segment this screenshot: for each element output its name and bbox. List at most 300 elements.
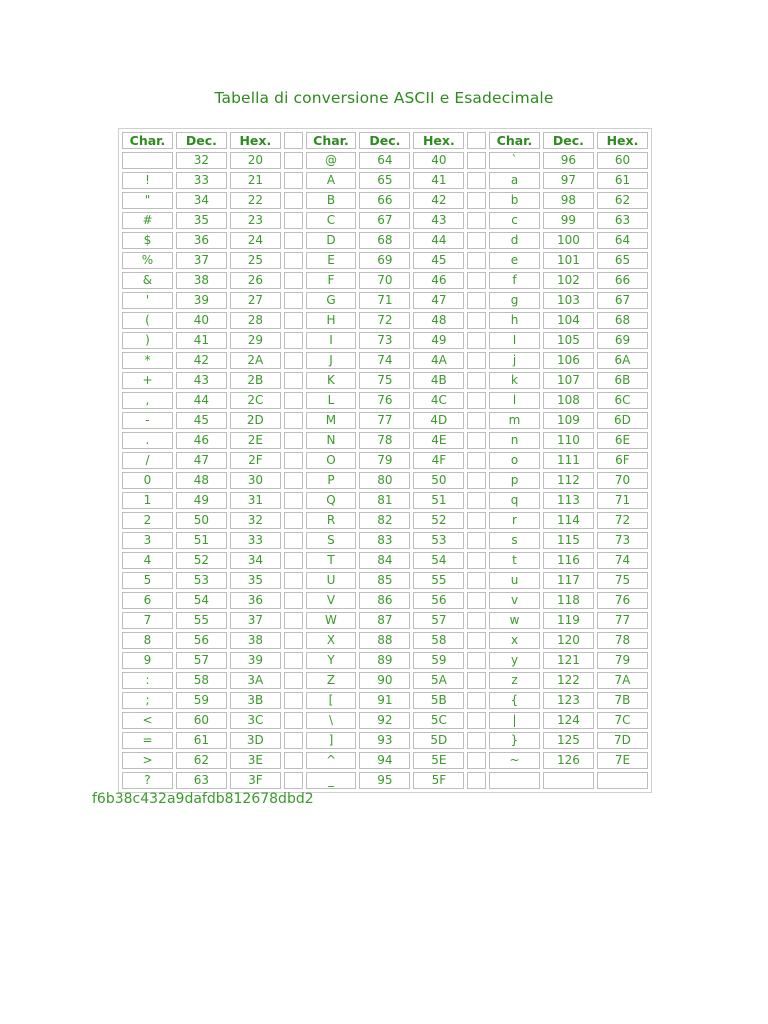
cell-hex: 7B	[597, 692, 648, 709]
cell-dec: 46	[176, 432, 227, 449]
cell-hex: 7D	[597, 732, 648, 749]
table-row	[122, 452, 648, 469]
cell-char: X	[306, 632, 357, 649]
cell-char: )	[122, 332, 173, 349]
cell-hex: 6E	[597, 432, 648, 449]
cell-dec: 92	[359, 712, 410, 729]
cell-char: C	[306, 212, 357, 229]
cell-char: o	[489, 452, 540, 469]
cell-hex: 48	[413, 312, 464, 329]
cell-hex: 57	[413, 612, 464, 629]
cell-hex: 67	[597, 292, 648, 309]
cell-dec: 98	[543, 192, 594, 209]
cell-dec: 32	[176, 152, 227, 169]
cell-dec: 123	[543, 692, 594, 709]
cell-hex: 41	[413, 172, 464, 189]
table-row	[122, 652, 648, 669]
cell-hex: 64	[597, 232, 648, 249]
cell-dec: 34	[176, 192, 227, 209]
cell-dec: 59	[176, 692, 227, 709]
cell-hex: 25	[230, 252, 281, 269]
cell-char: ]	[306, 732, 357, 749]
cell-dec: 36	[176, 232, 227, 249]
cell-hex: 4A	[413, 352, 464, 369]
document-id-code: f6b38c432a9dafdb812678dbd2	[92, 791, 314, 807]
spacer-cell	[467, 232, 486, 249]
spacer-cell	[467, 672, 486, 689]
table-row	[122, 692, 648, 709]
cell-hex: 77	[597, 612, 648, 629]
cell-char: 7	[122, 612, 173, 629]
cell-char: $	[122, 232, 173, 249]
page-title: Tabella di conversione ASCII e Esadecimale	[214, 89, 554, 107]
cell-hex: 22	[230, 192, 281, 209]
spacer-cell	[467, 292, 486, 309]
cell-hex: 26	[230, 272, 281, 289]
table-row	[122, 592, 648, 609]
table-row	[122, 472, 648, 489]
cell-char: n	[489, 432, 540, 449]
cell-hex: 6F	[597, 452, 648, 469]
cell-dec: 78	[359, 432, 410, 449]
spacer-cell	[284, 732, 303, 749]
cell-hex: 74	[597, 552, 648, 569]
spacer-cell	[284, 192, 303, 209]
cell-char: |	[489, 712, 540, 729]
cell-hex: 61	[597, 172, 648, 189]
cell-dec: 97	[543, 172, 594, 189]
cell-char: W	[306, 612, 357, 629]
cell-char: &	[122, 272, 173, 289]
cell-hex: 3C	[230, 712, 281, 729]
cell-char: Q	[306, 492, 357, 509]
spacer-cell	[467, 372, 486, 389]
cell-hex: 4B	[413, 372, 464, 389]
cell-dec: 56	[176, 632, 227, 649]
spacer-cell	[284, 612, 303, 629]
cell-char: 8	[122, 632, 173, 649]
cell-dec: 93	[359, 732, 410, 749]
spacer-cell	[284, 452, 303, 469]
cell-dec: 88	[359, 632, 410, 649]
column-header-dec: Dec.	[359, 132, 410, 149]
cell-char: .	[122, 432, 173, 449]
cell-char: 5	[122, 572, 173, 589]
cell-hex: 2F	[230, 452, 281, 469]
cell-dec: 72	[359, 312, 410, 329]
spacer-cell	[467, 752, 486, 769]
cell-hex: 7C	[597, 712, 648, 729]
cell-dec: 84	[359, 552, 410, 569]
column-header-char: Char.	[489, 132, 540, 149]
cell-dec: 94	[359, 752, 410, 769]
cell-dec: 67	[359, 212, 410, 229]
cell-hex: 40	[413, 152, 464, 169]
cell-dec: 71	[359, 292, 410, 309]
spacer-cell	[284, 512, 303, 529]
cell-char: 9	[122, 652, 173, 669]
cell-hex: 34	[230, 552, 281, 569]
cell-hex: 3A	[230, 672, 281, 689]
cell-char: }	[489, 732, 540, 749]
table-row	[122, 552, 648, 569]
cell-dec: 89	[359, 652, 410, 669]
cell-char: l	[489, 392, 540, 409]
cell-char: S	[306, 532, 357, 549]
cell-hex: 65	[597, 252, 648, 269]
cell-dec: 41	[176, 332, 227, 349]
cell-hex: 35	[230, 572, 281, 589]
cell-char: J	[306, 352, 357, 369]
cell-dec: 45	[176, 412, 227, 429]
table-row	[122, 172, 648, 189]
cell-char: (	[122, 312, 173, 329]
cell-dec: 60	[176, 712, 227, 729]
cell-char: c	[489, 212, 540, 229]
cell-hex: 73	[597, 532, 648, 549]
cell-dec: 64	[359, 152, 410, 169]
cell-hex: 21	[230, 172, 281, 189]
cell-char: 6	[122, 592, 173, 609]
cell-dec: 86	[359, 592, 410, 609]
cell-hex: 6A	[597, 352, 648, 369]
cell-hex: 39	[230, 652, 281, 669]
cell-hex: 50	[413, 472, 464, 489]
cell-char: /	[122, 452, 173, 469]
cell-hex: 49	[413, 332, 464, 349]
cell-hex: 2B	[230, 372, 281, 389]
spacer-cell	[284, 552, 303, 569]
table-row	[122, 272, 648, 289]
cell-char	[122, 152, 173, 169]
column-header-char: Char.	[122, 132, 173, 149]
cell-hex: 5C	[413, 712, 464, 729]
cell-hex: 5B	[413, 692, 464, 709]
cell-hex: 70	[597, 472, 648, 489]
table-row	[122, 612, 648, 629]
cell-dec: 52	[176, 552, 227, 569]
cell-hex: 5E	[413, 752, 464, 769]
cell-dec: 47	[176, 452, 227, 469]
cell-hex: 59	[413, 652, 464, 669]
cell-char: F	[306, 272, 357, 289]
table-row	[122, 572, 648, 589]
cell-hex: 23	[230, 212, 281, 229]
cell-dec: 95	[359, 772, 410, 789]
cell-hex: 4D	[413, 412, 464, 429]
spacer-cell	[284, 592, 303, 609]
cell-dec: 100	[543, 232, 594, 249]
spacer-cell	[467, 492, 486, 509]
cell-dec: 110	[543, 432, 594, 449]
cell-char: :	[122, 672, 173, 689]
cell-char: h	[489, 312, 540, 329]
cell-dec: 117	[543, 572, 594, 589]
cell-char: <	[122, 712, 173, 729]
cell-char: 3	[122, 532, 173, 549]
cell-dec: 51	[176, 532, 227, 549]
table-row	[122, 252, 648, 269]
cell-hex: 6B	[597, 372, 648, 389]
cell-hex: 58	[413, 632, 464, 649]
cell-char: H	[306, 312, 357, 329]
spacer-cell	[284, 632, 303, 649]
cell-char: *	[122, 352, 173, 369]
cell-hex: 46	[413, 272, 464, 289]
table-row	[122, 192, 648, 209]
cell-dec: 121	[543, 652, 594, 669]
spacer-cell	[467, 392, 486, 409]
table-row	[122, 632, 648, 649]
cell-char: L	[306, 392, 357, 409]
cell-hex: 2C	[230, 392, 281, 409]
cell-char: e	[489, 252, 540, 269]
cell-dec: 81	[359, 492, 410, 509]
column-header-hex: Hex.	[597, 132, 648, 149]
cell-char: w	[489, 612, 540, 629]
cell-char: x	[489, 632, 540, 649]
cell-char: A	[306, 172, 357, 189]
spacer-cell	[467, 152, 486, 169]
spacer-cell	[467, 532, 486, 549]
cell-char: Z	[306, 672, 357, 689]
cell-dec: 35	[176, 212, 227, 229]
cell-hex: 32	[230, 512, 281, 529]
cell-char: M	[306, 412, 357, 429]
cell-hex: 28	[230, 312, 281, 329]
cell-char: g	[489, 292, 540, 309]
cell-dec: 43	[176, 372, 227, 389]
cell-char: y	[489, 652, 540, 669]
spacer-cell	[284, 172, 303, 189]
cell-char: b	[489, 192, 540, 209]
table-row	[122, 312, 648, 329]
cell-dec: 69	[359, 252, 410, 269]
cell-dec: 70	[359, 272, 410, 289]
cell-hex: 72	[597, 512, 648, 529]
cell-dec: 126	[543, 752, 594, 769]
table-row	[122, 672, 648, 689]
table-row	[122, 772, 648, 789]
cell-hex: 7A	[597, 672, 648, 689]
cell-hex: 37	[230, 612, 281, 629]
cell-char: I	[489, 332, 540, 349]
cell-char: 4	[122, 552, 173, 569]
spacer-cell	[467, 692, 486, 709]
cell-dec: 122	[543, 672, 594, 689]
spacer-cell	[284, 312, 303, 329]
table-row	[122, 412, 648, 429]
cell-char: f	[489, 272, 540, 289]
cell-dec: 55	[176, 612, 227, 629]
cell-dec: 40	[176, 312, 227, 329]
cell-hex: 55	[413, 572, 464, 589]
cell-hex: 3F	[230, 772, 281, 789]
cell-hex: 6D	[597, 412, 648, 429]
cell-char: d	[489, 232, 540, 249]
cell-char: m	[489, 412, 540, 429]
cell-hex: 68	[597, 312, 648, 329]
cell-hex: 62	[597, 192, 648, 209]
spacer-cell	[284, 292, 303, 309]
table-row	[122, 352, 648, 369]
cell-dec: 114	[543, 512, 594, 529]
cell-hex: 45	[413, 252, 464, 269]
cell-dec	[543, 772, 594, 789]
spacer-cell	[467, 572, 486, 589]
cell-dec: 62	[176, 752, 227, 769]
table-row	[122, 392, 648, 409]
cell-char: V	[306, 592, 357, 609]
cell-char: j	[489, 352, 540, 369]
spacer-cell	[467, 652, 486, 669]
cell-char: _	[306, 772, 357, 789]
column-header-hex: Hex.	[413, 132, 464, 149]
cell-hex: 44	[413, 232, 464, 249]
column-header-dec: Dec.	[176, 132, 227, 149]
cell-hex: 5F	[413, 772, 464, 789]
spacer-cell	[467, 712, 486, 729]
cell-char: s	[489, 532, 540, 549]
cell-char: '	[122, 292, 173, 309]
ascii-hex-table	[118, 128, 652, 793]
table-row	[122, 532, 648, 549]
cell-hex: 79	[597, 652, 648, 669]
cell-hex: 54	[413, 552, 464, 569]
spacer-cell	[467, 412, 486, 429]
spacer-cell	[284, 252, 303, 269]
cell-dec: 44	[176, 392, 227, 409]
cell-char: ^	[306, 752, 357, 769]
column-header-char: Char.	[306, 132, 357, 149]
spacer-cell	[284, 432, 303, 449]
spacer-cell	[284, 532, 303, 549]
cell-char: +	[122, 372, 173, 389]
cell-dec: 83	[359, 532, 410, 549]
table-row	[122, 152, 648, 169]
cell-dec: 96	[543, 152, 594, 169]
cell-hex: 4E	[413, 432, 464, 449]
cell-dec: 77	[359, 412, 410, 429]
cell-char: !	[122, 172, 173, 189]
cell-dec: 105	[543, 332, 594, 349]
table-row	[122, 332, 648, 349]
spacer-cell	[284, 352, 303, 369]
cell-dec: 65	[359, 172, 410, 189]
cell-char: z	[489, 672, 540, 689]
cell-hex: 31	[230, 492, 281, 509]
cell-hex: 2E	[230, 432, 281, 449]
spacer-cell	[284, 772, 303, 789]
cell-hex: 69	[597, 332, 648, 349]
cell-dec: 82	[359, 512, 410, 529]
cell-dec: 76	[359, 392, 410, 409]
cell-char: 2	[122, 512, 173, 529]
cell-char: K	[306, 372, 357, 389]
cell-dec: 119	[543, 612, 594, 629]
spacer-cell	[284, 212, 303, 229]
cell-hex: 42	[413, 192, 464, 209]
spacer-cell	[467, 552, 486, 569]
cell-dec: 120	[543, 632, 594, 649]
cell-hex: 3B	[230, 692, 281, 709]
cell-hex: 63	[597, 212, 648, 229]
cell-char: R	[306, 512, 357, 529]
cell-hex: 56	[413, 592, 464, 609]
spacer-cell	[284, 372, 303, 389]
spacer-cell	[467, 512, 486, 529]
cell-dec: 87	[359, 612, 410, 629]
cell-dec: 101	[543, 252, 594, 269]
cell-char: ,	[122, 392, 173, 409]
cell-hex: 76	[597, 592, 648, 609]
cell-dec: 61	[176, 732, 227, 749]
cell-hex: 3E	[230, 752, 281, 769]
cell-char: ~	[489, 752, 540, 769]
spacer-cell	[284, 752, 303, 769]
spacer-cell	[284, 392, 303, 409]
table-row	[122, 512, 648, 529]
cell-char: U	[306, 572, 357, 589]
cell-dec: 33	[176, 172, 227, 189]
table-row	[122, 732, 648, 749]
table-row	[122, 292, 648, 309]
cell-hex: 78	[597, 632, 648, 649]
spacer-cell	[284, 332, 303, 349]
cell-hex	[597, 772, 648, 789]
cell-dec: 74	[359, 352, 410, 369]
cell-dec: 42	[176, 352, 227, 369]
table-row	[122, 492, 648, 509]
cell-char: ?	[122, 772, 173, 789]
cell-char: k	[489, 372, 540, 389]
table-body	[122, 152, 648, 789]
cell-char: 1	[122, 492, 173, 509]
spacer-cell	[467, 192, 486, 209]
cell-dec: 57	[176, 652, 227, 669]
cell-dec: 58	[176, 672, 227, 689]
cell-hex: 38	[230, 632, 281, 649]
cell-dec: 48	[176, 472, 227, 489]
cell-dec: 107	[543, 372, 594, 389]
cell-char	[489, 772, 540, 789]
cell-char: N	[306, 432, 357, 449]
cell-hex: 4F	[413, 452, 464, 469]
cell-char: %	[122, 252, 173, 269]
cell-dec: 75	[359, 372, 410, 389]
cell-dec: 79	[359, 452, 410, 469]
table-row	[122, 432, 648, 449]
cell-char: ;	[122, 692, 173, 709]
cell-hex: 5D	[413, 732, 464, 749]
spacer-cell	[467, 772, 486, 789]
cell-char: T	[306, 552, 357, 569]
cell-char: v	[489, 592, 540, 609]
cell-hex: 2A	[230, 352, 281, 369]
cell-char: [	[306, 692, 357, 709]
spacer-cell	[284, 472, 303, 489]
cell-char: a	[489, 172, 540, 189]
table-row	[122, 232, 648, 249]
spacer-cell	[467, 472, 486, 489]
spacer-cell	[284, 152, 303, 169]
spacer-cell	[467, 452, 486, 469]
cell-hex: 20	[230, 152, 281, 169]
spacer-cell	[284, 272, 303, 289]
cell-hex: 29	[230, 332, 281, 349]
spacer-cell	[467, 632, 486, 649]
cell-dec: 104	[543, 312, 594, 329]
